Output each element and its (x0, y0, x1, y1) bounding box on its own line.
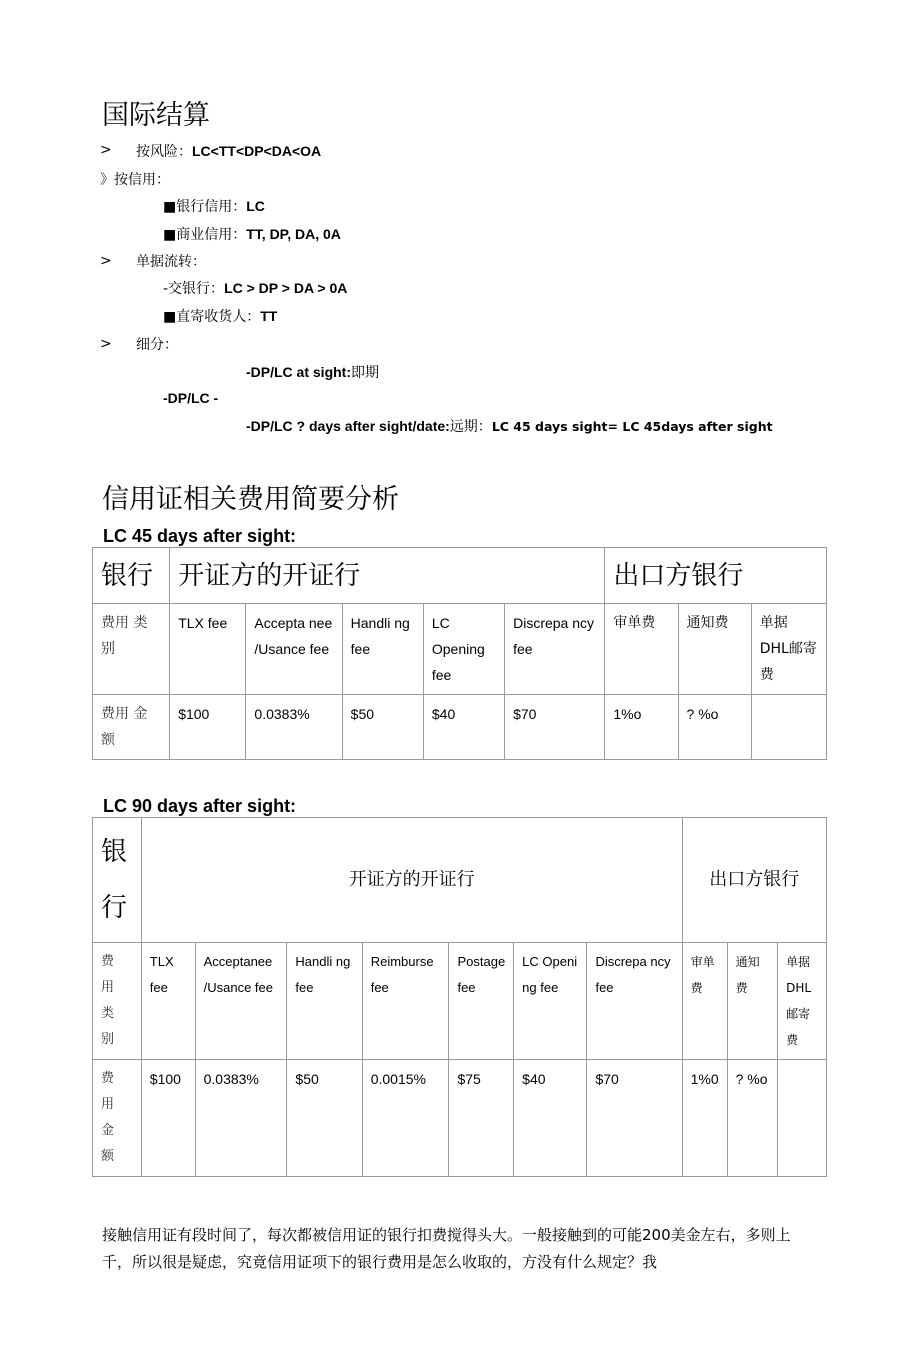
row-label: 费用 类别 (93, 604, 170, 695)
list-marker: > (100, 336, 112, 352)
table-cell: 1%o (605, 695, 678, 760)
commercial-credit-value: TT, DP, DA, 0A (246, 226, 341, 242)
table-cell: Handli ng fee (342, 604, 423, 695)
page-title: 国际结算 (102, 100, 210, 131)
table-cell: TLX fee (141, 943, 195, 1060)
table-cell: $100 (141, 1060, 195, 1177)
via-bank-value: LC > DP > DA > 0A (224, 280, 348, 296)
sight-code: -DP/LC at sight: (246, 364, 351, 380)
table-cell (751, 695, 826, 760)
list-marker: > (100, 253, 112, 269)
table-cell: 单据 DHL邮寄费 (751, 604, 826, 695)
row-label: 费 用 类 别 (93, 943, 142, 1060)
table-cell: TLX fee (170, 604, 246, 695)
list-item-sight (246, 362, 379, 382)
list-marker: > (100, 142, 112, 158)
list-item-commercial-credit (163, 224, 341, 244)
table-cell: 0.0383% (246, 695, 342, 760)
doc-flow-label: 单据流转： (136, 254, 206, 270)
table-header-row (93, 548, 827, 604)
table-cell: $40 (423, 695, 504, 760)
usance-cn: 远期： (449, 419, 492, 435)
credit-label: 》按信用： (100, 172, 170, 188)
table-cell: 审单费 (682, 943, 727, 1060)
list-item-direct (163, 306, 277, 326)
risk-value: LC<TT<DP<DA<OA (192, 143, 322, 159)
header-issuing-bank: 开证方的开证行 (141, 818, 682, 943)
sight-cn: 即期 (351, 365, 379, 381)
table-cell (778, 1060, 827, 1177)
usance-code: -DP/LC ? days after sight/date: (246, 418, 450, 434)
table-cell: $50 (342, 695, 423, 760)
table-cell: $75 (449, 1060, 514, 1177)
table-cell: ? %o (678, 695, 751, 760)
table2-caption: LC 90 days after sight: (103, 796, 297, 816)
row-label: 费用 金额 (93, 695, 170, 760)
bank-credit-label: ■银行信用： (163, 199, 247, 215)
risk-label: 按风险： (136, 144, 192, 160)
usance-note: LC 45 days sight= LC 45days after sight (491, 419, 773, 434)
table-cell: $70 (587, 1060, 682, 1177)
commercial-credit-label: ■商业信用： (163, 227, 247, 243)
table-cell: 通知费 (727, 943, 778, 1060)
direct-value: TT (260, 308, 278, 324)
table-cell: 通知费 (678, 604, 751, 695)
body-paragraph: 接触信用证有段时间了，每次都被信用证的银行扣费搅得头大。一般接触到的可能200美金左右，多则上千，所以很是疑虑，究竟信用证项下的银行费用是怎么收取的，方没有什么规定？我 (102, 1226, 791, 1271)
table-row (93, 943, 827, 1060)
section-title: 信用证相关费用简要分析 (102, 484, 399, 515)
table-cell: Postage fee (449, 943, 514, 1060)
table-cell: 审单费 (605, 604, 678, 695)
table-cell: Handli ng fee (287, 943, 362, 1060)
table-cell: Accepta nee /Usance fee (246, 604, 342, 695)
table-cell: Discrepa ncy fee (587, 943, 682, 1060)
table-cell: Reimburse fee (362, 943, 449, 1060)
via-bank-label: -交银行： (163, 281, 225, 297)
table-cell: $70 (505, 695, 605, 760)
direct-label: ■直寄收货人： (163, 309, 261, 325)
table-cell: 1%0 (682, 1060, 727, 1177)
table-row (93, 1060, 827, 1177)
table-cell: 0.0015% (362, 1060, 449, 1177)
header-bank: 银 行 (93, 818, 142, 943)
list-item-via-bank (163, 278, 347, 298)
table-row (93, 695, 827, 760)
bank-credit-value: LC (246, 198, 265, 214)
table-cell: $50 (287, 1060, 362, 1177)
table-cell: Acceptanee /Usance fee (195, 943, 287, 1060)
fee-table-90 (92, 817, 827, 1177)
header-bank: 银行 (93, 548, 170, 604)
table-cell: $40 (514, 1060, 587, 1177)
table-cell: LC Opening fee (423, 604, 504, 695)
header-export-bank: 出口方银行 (605, 548, 827, 604)
table-cell: 0.0383% (195, 1060, 287, 1177)
detail-label: 细分： (136, 337, 178, 353)
dplc-label: -DP/LC - (163, 390, 219, 406)
table-cell: 单据 DHL 邮寄费 (778, 943, 827, 1060)
table-cell: $100 (170, 695, 246, 760)
list-item-bank-credit (163, 196, 265, 216)
fee-table-45 (92, 547, 827, 760)
table-cell: ? %o (727, 1060, 778, 1177)
table-row (93, 604, 827, 695)
table-cell: Discrepa ncy fee (505, 604, 605, 695)
table-header-row (93, 818, 827, 943)
row-label: 费 用 金 额 (93, 1060, 142, 1177)
header-export-bank: 出口方银行 (682, 818, 826, 943)
list-item-risk (136, 141, 321, 161)
header-issuing-bank: 开证方的开证行 (170, 548, 605, 604)
table1-caption: LC 45 days after sight: (103, 526, 297, 546)
table-cell: LC Openi ng fee (514, 943, 587, 1060)
list-item-usance (246, 416, 773, 436)
